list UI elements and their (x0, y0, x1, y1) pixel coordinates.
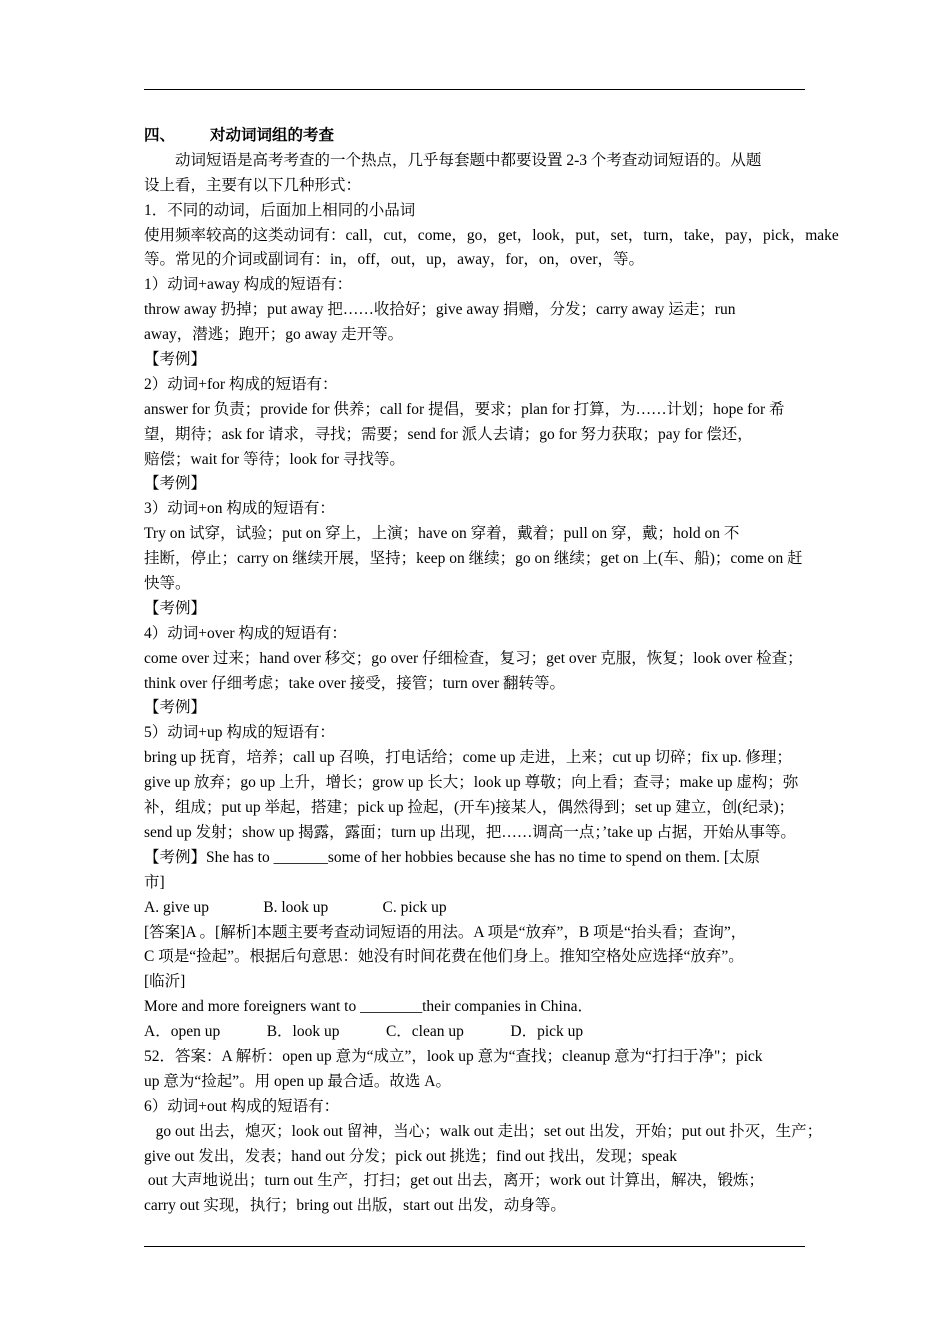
text-line: think over 仔细考虑；take over 接受，接管；turn over 翻转等。 (144, 674, 566, 692)
text-line: 挂断，停止；carry on 继续开展，坚持；keep on 继续；go on 继续；get on 上(车、船)；come on 赶 (144, 550, 803, 568)
text-line: 【考例】 (144, 475, 207, 493)
text-line: go out 出去，熄灭；look out 留神，当心；walk out 走出；set out 出发，开始；put out 扑灭，生产； (144, 1122, 823, 1140)
text-line: 使用频率较高的这类动词有：call，cut，come，go，get，look，put，set，turn，take，pay，pick，make (144, 226, 839, 244)
text-line: answer for 负责；provide for 供养；call for 提倡，要求；plan for 打算，为……计划；hope for 希 (144, 400, 785, 418)
text-line: 望，期待；ask for 请求，寻找；需要；send for 派人去请；go for 努力获取；pay for 偿还， (144, 425, 753, 443)
text-line: More and more foreigners want to ________their companies in China． (144, 998, 593, 1016)
text-line: 1．不同的动词，后面加上相同的小品词 (144, 201, 416, 219)
text-line: 【考例】 (144, 699, 207, 717)
text-line: 1）动词+away 构成的短语有： (144, 276, 353, 294)
text-line: 【考例】 (144, 351, 207, 369)
text-line: throw away 扔掉；put away 把……收拾好；give away 捐赠，分发；carry away 运走；run (144, 301, 736, 319)
text-line: send up 发射；show up 揭露，露面；turn up 出现，把……调高一点；’take up 占据，开始从事等。 (144, 823, 796, 841)
text-line: 3）动词+on 构成的短语有： (144, 500, 335, 518)
text-line: give out 发出，发表；hand out 分发；pick out 挑选；find out 找出，发现；speak (144, 1147, 677, 1165)
text-line: 补，组成；put up 举起，搭建；pick up 捡起，(开车)接某人，偶然得到；set up 建立，创(纪录)； (144, 799, 795, 817)
text-line: 等。常见的介词或副词有：in，off，out，up，away，for，on，over，等。 (144, 251, 644, 269)
text-line: A．open up B．look up C．clean up D．pick up (144, 1023, 584, 1041)
section-heading (144, 124, 812, 149)
text-line: 【考例】She has to _______some of her hobbies because she has no time to spend on them. [太原 (144, 848, 761, 866)
text-line: away，潜逃；跑开；go away 走开等。 (144, 326, 404, 344)
text-line: come over 过来；hand over 移交；go over 仔细检查，复习；get over 克服，恢复；look over 检查； (144, 649, 803, 667)
text-line: bring up 抚育，培养；call up 召唤，打电话给；come up 走进，上来；cut up 切碎；fix up. 修理； (144, 749, 792, 767)
text-line: 【考例】 (144, 599, 207, 617)
text-line: give up 放弃；go up 上升，增长；grow up 长大；look up 尊敬；向上看；查寻；make up 虚构；弥 (144, 774, 799, 792)
top-rule (144, 89, 805, 90)
text-line: 2）动词+for 构成的短语有： (144, 375, 338, 393)
section-number: 四、 (144, 127, 176, 144)
document-body (144, 124, 839, 1219)
text-line: 4）动词+over 构成的短语有： (144, 624, 347, 642)
text-line: carry out 实现，执行；bring out 出版，start out 出发，动身等。 (144, 1197, 566, 1215)
text-line: Try on 试穿，试验；put on 穿上，上演；have on 穿着，戴着；pull on 穿，戴；hold on 不 (144, 525, 740, 543)
text-line: 快等。 (144, 575, 191, 593)
text-lines (144, 149, 839, 1219)
text-line: up 意为“捡起”。用 open up 最合适。故选 A。 (144, 1072, 451, 1090)
text-line: [答案]A 。[解析]本题主要考查动词短语的用法。A 项是“放弃”，B 项是“抬头看；查询”， (144, 923, 747, 941)
text-line: 52．答案：A 解析：open up 意为“成立”，look up 意为“查找；cleanup 意为“打扫于净"；pick (144, 1047, 763, 1065)
text-line: 设上看，主要有以下几种形式： (144, 176, 362, 194)
text-line: 5）动词+up 构成的短语有： (144, 724, 335, 742)
text-line: out 大声地说出；turn out 生产，打扫；get out 出去，离开；work out 计算出，解决，锻炼； (144, 1172, 764, 1190)
text-line: [临沂] (144, 973, 186, 991)
text-line: 动词短语是高考考查的一个热点，几乎每套题中都要设置 2-3 个考查动词短语的。从题 (144, 151, 762, 169)
text-line: C 项是“捡起”。根据后句意思：她没有时间花费在他们身上。推知空格处应选择“放弃”。 (144, 948, 744, 966)
text-line: 6）动词+out 构成的短语有： (144, 1097, 340, 1115)
text-line: 市] (144, 873, 165, 891)
bottom-rule (144, 1246, 805, 1247)
text-line: A. give up B. look up C. pick up (144, 898, 447, 916)
section-title: 对动词词组的考查 (210, 127, 335, 144)
text-line: 赔偿；wait for 等待；look for 寻找等。 (144, 450, 405, 468)
